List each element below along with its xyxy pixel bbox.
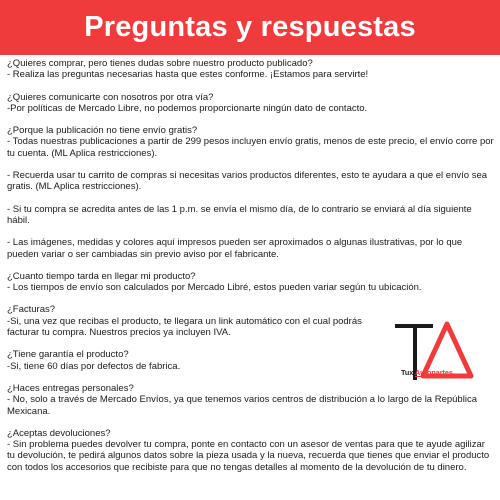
logo-brand-word: Tux — [401, 368, 414, 377]
faq-line: - Realiza las preguntas necesarias hasta que estes conforme. ¡Estamos para servirte! — [7, 69, 369, 81]
faq-line: - Si tu compra se acredita antes de las 1 p.m. se envía el mismo día, de lo contrario se enviará al día siguiente hábil. — [7, 203, 472, 226]
logo-caption — [401, 368, 491, 377]
faq-line: ¿Quieres comprar, pero tienes dudas sobre nuestro producto publicado? — [7, 58, 313, 69]
faq-item-cart-tip — [7, 170, 495, 193]
faq-line: - Las imágenes, medidas y colores aquí impresos pueden ser aproximados o algunas ilustrativas, por lo que pueden variar o ser cambiadas sin previo aviso por el fabricante. — [7, 237, 463, 260]
faq-line: - Los tiempos de envío son calculados por Mercado Libré, estos pueden variar según tu ubicación. — [7, 282, 422, 294]
faq-item-buying-doubts — [7, 58, 495, 81]
faq-line: -Por políticas de Mercado Libre, no podemos proporcionarte ningún dato de contacto. — [7, 102, 368, 114]
faq-item-contact — [7, 92, 495, 115]
faq-item-delivery-time — [7, 271, 495, 294]
faq-line: ¿Haces entregas personales? — [7, 382, 134, 394]
faq-item-same-day — [7, 204, 495, 227]
faq-item-images — [7, 237, 495, 260]
page-title: Preguntas y respuestas — [84, 11, 416, 43]
faq-line: ¿Aceptas devoluciones? — [7, 427, 111, 439]
faq-line: - Sin problema puedes devolver tu compra, ponte en contacto con un asesor de ventas para que te ayude agilizar tu devolución, te pedirá algunos datos sobre la pieza usada y la nueva, recuerda que tienes que enviar el producto con todos los accesorios que recibiste para que no tengas detalles al momento de la devolución de tu dinero. — [7, 439, 490, 473]
faq-list — [7, 58, 495, 484]
faq-line: - No, solo a través de Mercado Envíos, ya que tenemos varios centros de distribución a lo largo de la República Mexicana. — [7, 394, 477, 417]
faq-item-personal-delivery — [7, 383, 495, 417]
faq-line: -Si, una vez que recibas el producto, te llegara un link automático con el cual podrás facturar tu compra. Nuestros precios ya incluyen IVA. — [7, 315, 362, 339]
faq-line: -Si, tiene 60 días por defectos de fabrica. — [7, 360, 181, 372]
faq-item-returns — [7, 428, 495, 473]
faq-line: - Todas nuestras publicaciones a partir de 299 pesos incluyen envío gratis, menos de este precio, el envío corre por tu cuenta. (ML Aplica restricciones). — [7, 136, 494, 159]
faq-line: ¿Quieres comunicarte con nosotros por otra vía? — [7, 91, 214, 103]
faq-line: ¿Facturas? — [7, 304, 56, 316]
faq-line: - Recuerda usar tu carrito de compras si necesitas varios productos diferentes, esto te ayudara a que el envío sea gratis. (ML Aplica restricciones). — [7, 170, 488, 193]
faq-line: ¿Cuanto tiempo tarda en llegar mi producto? — [7, 270, 196, 282]
faq-line: ¿Tiene garantía el producto? — [7, 349, 129, 361]
faq-item-free-shipping — [7, 125, 495, 159]
faq-line: ¿Porque la publicación no tiene envío gratis? — [7, 125, 198, 137]
logo-brand-accent: Autopartes — [414, 368, 453, 377]
